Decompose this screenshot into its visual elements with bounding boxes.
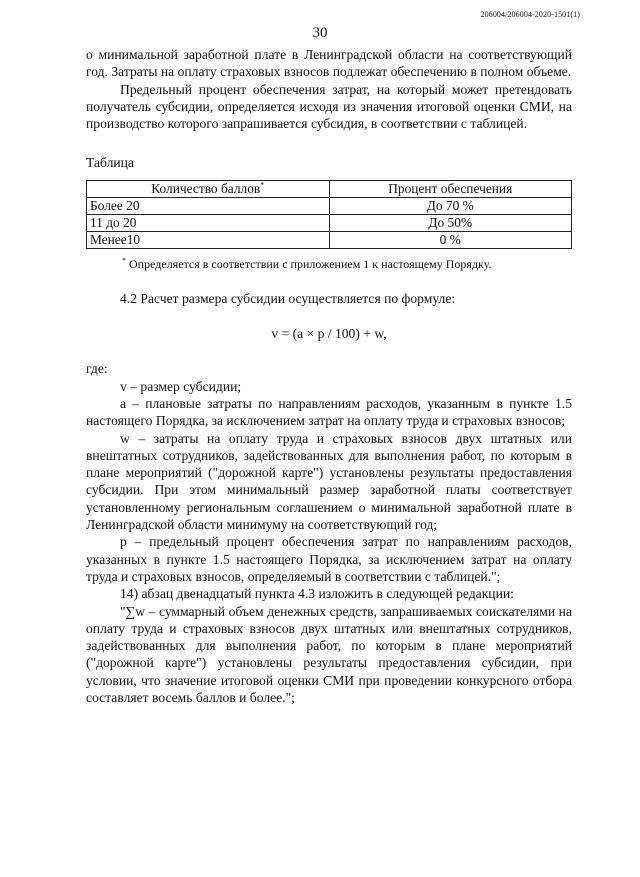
- coverage-table: [86, 180, 572, 249]
- footnote-marker: *: [260, 180, 265, 190]
- header-percent: Процент обеспечения: [329, 180, 572, 197]
- amendment-text: "∑w – суммарный объем денежных средств, запрашиваемых соискателями на оплату труда и страховых взносов двух штатных или внештатных сотрудников, задействованных для выполнения работ, по которым в плане мероприятий ("дорожной карте") установлены результаты предоставления субсидии, при условии, что значение итоговой оценки СМИ при проведении конкурсного отбора составляет восемь баллов и более.";: [86, 603, 572, 706]
- definition-v: v – размер субсидии;: [120, 378, 242, 394]
- table-row: [87, 197, 572, 214]
- cell-percent: До 70 %: [329, 197, 572, 214]
- definition-a: a – плановые затраты по направлениям расходов, указанным в пункте 1.5 настоящего Порядка, за исключением затрат на оплату труда и страховых взносов;: [86, 395, 572, 429]
- table-row: [87, 214, 572, 231]
- cell-score: 11 до 20: [87, 214, 330, 231]
- header-score: Количество баллов*: [87, 180, 330, 197]
- section-heading: 4.2 Расчет размера субсидии осуществляется по формуле:: [120, 290, 456, 306]
- cell-percent: До 50%: [329, 214, 572, 231]
- table-row: [87, 231, 572, 248]
- definition-p: p – предельный процент обеспечения затрат по направлениям расходов, указанных в пункте 1.5 настоящего Порядка, за исключением затрат на оплату труда и страховых взносов, определяемый в соответствии с таблицей.";: [86, 534, 572, 584]
- footnote-marker: *: [122, 255, 126, 265]
- paragraph-continuation: о минимальной заработной плате в Ленинградской области на соответствующий год. Затраты на оплату страховых взносов подлежат обеспечению в полном объеме.: [86, 47, 572, 80]
- table-footnote: * Определяется в соответствии с приложением 1 к настоящему Порядку.: [122, 255, 492, 271]
- page-number: 30: [312, 25, 328, 41]
- where-label: где:: [86, 361, 108, 377]
- paragraph-percent-limit: Предельный процент обеспечения затрат, на который может претендовать получатель субсидии, определяется исходя из значения итоговой оценки СМИ, на производство которого запрашивается субсидия, в соответствии с таблицей.: [86, 81, 572, 132]
- document-id: 206004/206004-2020-1501(1): [480, 10, 580, 19]
- definition-w: w – затраты на оплату труда и страховых взносов двух штатных или внештатных сотрудников, задействованных для выполнения работ, по которым в плане мероприятий ("дорожной карте") установлены результаты предоставления субсидии. При этом минимальный размер заработной платы соответствует установленному региональным соглашением о минимальной заработной плате в Ленинградской области минимуму на соответствующий год;: [86, 430, 572, 533]
- cell-score: Более 20: [87, 197, 330, 214]
- formula: v = (a × p / 100) + w,: [271, 326, 387, 342]
- cell-score: Менее10: [87, 231, 330, 248]
- document-body: [86, 46, 572, 706]
- cell-percent: 0 %: [329, 231, 572, 248]
- amendment-heading: 14) абзац двенадцатый пункта 4.3 изложить в следующей редакции:: [120, 586, 514, 602]
- table-header-row: [87, 180, 572, 197]
- table-label: Таблица: [86, 155, 134, 171]
